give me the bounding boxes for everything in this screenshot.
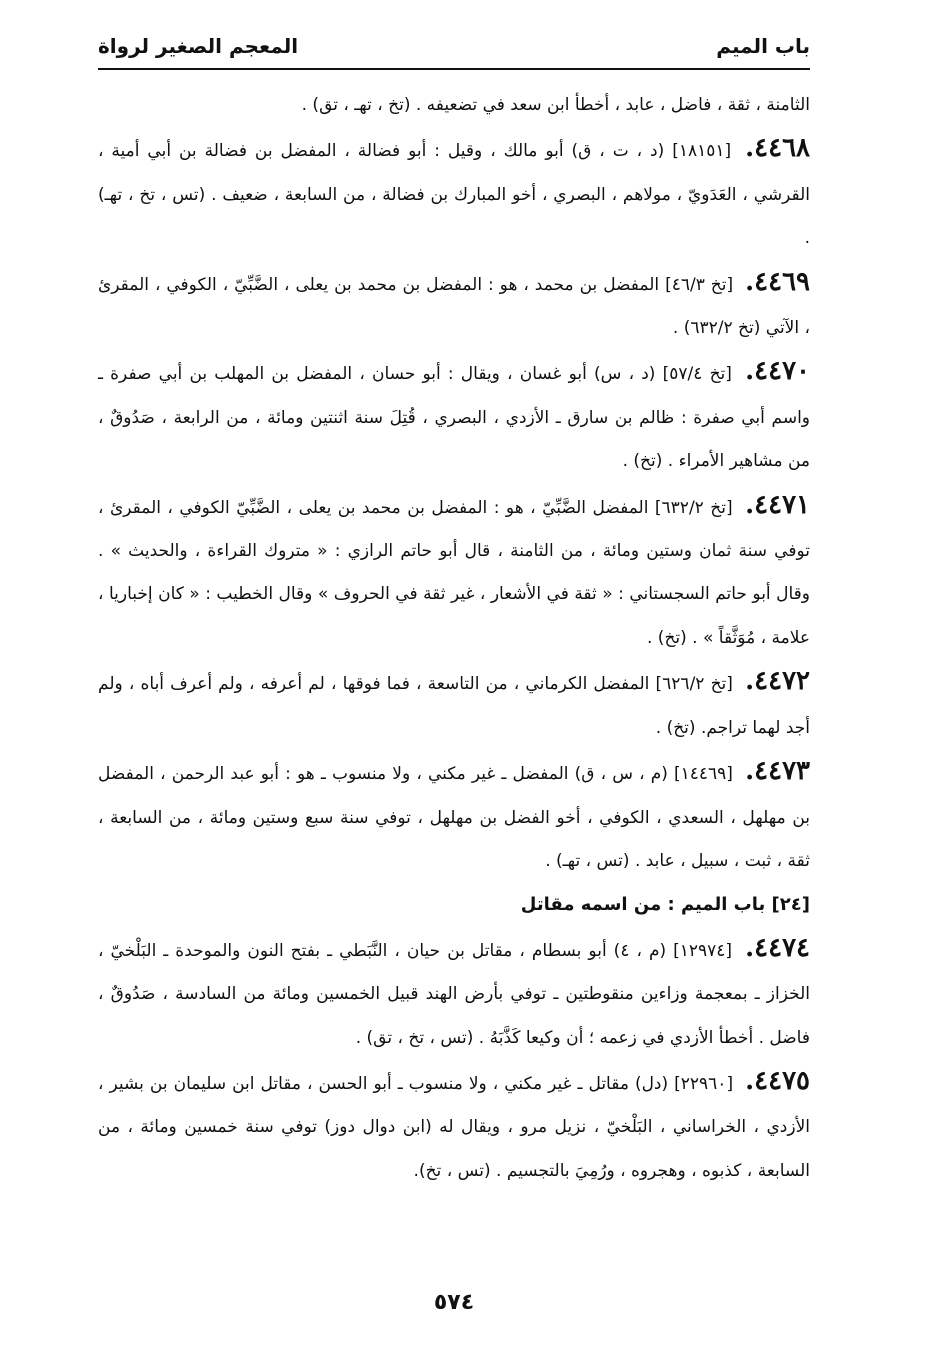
entry-text: [تخ ٦٢٦/٢] المفضل الكرماني ، من التاسعة ، فما فوقها ، لم أعرفه ، ولم أعرف أباه ، ولم أجد لهما تراجم. (تخ) . [98, 674, 810, 738]
entry-text: [١٤٤٦٩] (م ، س ، ق) المفضل ـ غير مكني ، ولا منسوب ـ هو : أبو عبد الرحمن ، المفضل بن مهلهل ، السعدي ، الكوفي ، أخو الفضل بن مهلهل ، توفي سنة سبع وستين ومائة ، من السابعة ، ثقة ، ثبت ، سبيل ، عابد . (تس ، تهـ) . [98, 764, 810, 871]
entry-4473 [98, 750, 810, 883]
entry-number: ٤٤٦٩. [745, 266, 810, 297]
header-chapter-title: باب الميم [716, 34, 810, 58]
section-heading: [٢٤] باب الميم : من اسمه مقاتل [520, 894, 810, 916]
entry-number: ٤٤٧٣. [745, 756, 810, 787]
page-body [98, 84, 810, 1193]
entry-text: [تخ ٤٦/٣] المفضل بن محمد ، هو : المفضل بن محمد بن يعلى ، الضَّبِّيّ ، الكوفي ، المقرئ ، الآتي (تخ ٦٣٢/٢) . [98, 274, 810, 339]
entry-4471 [98, 484, 810, 661]
entry-4470 [98, 350, 810, 483]
entry-number: ٤٤٧٥. [745, 1065, 811, 1096]
entry-4475 [98, 1060, 810, 1193]
entry-number: ٤٤٧٢. [745, 666, 810, 697]
entry-number: ٤٤٧٠. [745, 356, 811, 387]
entry-4468 [98, 127, 810, 260]
header-book-title: المعجم الصغير لرواة [98, 34, 299, 58]
entry-text: [تخ ٥٧/٤] (د ، س) أبو غسان ، ويقال : أبو حسان ، المفضل بن المهلب بن أبي صفرة ـ واسم أبي صفرة : ظالم بن سارق ـ الأزدي ، البصري ، قُتِلَ سنة اثنتين ومائة ، من الرابعة ، صَدُوقٌ ، من مشاهير الأمراء . (تخ) . [98, 364, 810, 472]
entry-number: ٤٤٧٤. [745, 932, 810, 963]
page-number: ٥٧٤ [433, 1290, 475, 1315]
entry-text: [١٨١٥١] (د ، ت ، ق) أبو مالك ، وقيل : أبو فضالة ، المفضل بن فضالة بن أبي أمية ، القرشي ، العَدَويّ ، مولاهم ، البصري ، أخو المبارك بن فضالة ، من السابعة ، ضعيف . (تس ، تخ ، تهـ) . [98, 141, 810, 249]
intro-paragraph: الثامنة ، ثقة ، فاضل ، عابد ، أخطأ ابن سعد في تضعيفه . (تخ ، تهـ ، تق) . [301, 95, 810, 115]
entry-text: [١٢٩٧٤] (م ، ٤) أبو بسطام ، مقاتل بن حيان ، النَّبَطي ـ بفتح النون والموحدة ـ البَلْخيّ ، الخزاز ـ بمعجمة وزاءين منقوطتين ـ توفي بأرض الهند قبيل الخمسين ومائة من السادسة ، صَدُوقٌ ، فاضل . أخطأ الأزدي في زعمه ؛ أن وكيعا كَذَّبَهُ . (تس ، تخ ، تق) . [98, 940, 810, 1048]
entry-number: ٤٤٧١. [745, 489, 811, 520]
entry-text: [٢٢٩٦٠] (دل) مقاتل ـ غير مكني ، ولا منسوب ـ أبو الحسن ، مقاتل ابن سليمان بن بشير ، الأزدي ، الخراساني ، البَلْخيّ ، نزيل مرو ، ويقال له (ابن دوال دوز) توفي سنة خمسين ومائة ، من السابعة ، كذبوه ، وهجروه ، ورُمِيَ بالتجسيم . (تس ، تخ). [98, 1073, 810, 1181]
entry-4472 [98, 660, 810, 750]
page-header [98, 34, 810, 70]
entry-number: ٤٤٦٨. [745, 133, 810, 164]
entry-4474 [98, 927, 810, 1060]
entry-text: [تخ ٦٣٢/٢] المفضل الضَّبِّيّ ، هو : المفضل بن محمد بن يعلى ، الضَّبِّيّ الكوفي ، المقرئ ، توفي سنة ثمان وستين ومائة ، من الثامنة ، قال أبو حاتم الرازي : « متروك القراءة ، والحديث » . وقال أبو حاتم السجستاني : « ثقة في الأشعار ، غير ثقة في الحروف » وقال الخطيب : « كان إخباريا ، علامة ، مُوَثَّقاً » . (تخ) . [98, 497, 810, 648]
document-page [98, 34, 810, 1334]
entry-4469 [98, 261, 810, 351]
